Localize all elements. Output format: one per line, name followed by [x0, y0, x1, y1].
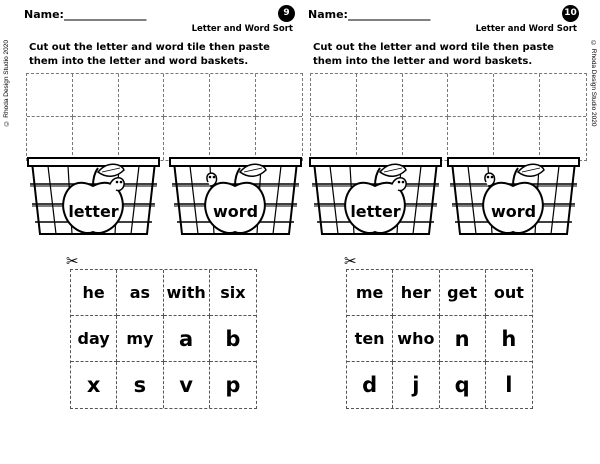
letter-tile[interactable]: p: [225, 373, 241, 397]
name-field: Name:_______________: [24, 8, 147, 21]
paste-cell: [403, 74, 449, 117]
word-tiles: [346, 269, 533, 409]
name-field: Name:_______________: [308, 8, 431, 21]
word-tile[interactable]: as: [117, 270, 163, 316]
instructions: Cut out the letter and word tile then paste them into the letter and word baskets.: [313, 42, 554, 67]
word-tiles: [70, 269, 257, 409]
paste-cell: [357, 117, 403, 160]
basket-label: letter: [350, 202, 401, 221]
paste-cell: [448, 74, 494, 117]
paste-cell: [73, 117, 119, 160]
paste-cell: [119, 117, 165, 160]
worksheet-9: [22, 0, 307, 464]
word-tile[interactable]: with: [164, 270, 210, 316]
letter-tile[interactable]: h: [486, 316, 532, 362]
basket-word: [168, 156, 303, 238]
paste-cell: [494, 117, 540, 160]
word-tile[interactable]: her: [393, 270, 439, 316]
paste-cell: [164, 117, 210, 160]
letter-tile[interactable]: a: [164, 316, 210, 362]
instructions: Cut out the letter and word tile then paste them into the letter and word baskets.: [29, 42, 270, 67]
letter-tile[interactable]: s: [117, 362, 163, 408]
paste-cell: [540, 74, 586, 117]
paste-grid: [26, 73, 303, 161]
letter-tile[interactable]: d: [347, 362, 393, 408]
basket-letter: [26, 156, 161, 238]
word-tile[interactable]: get: [440, 270, 486, 316]
basket-label: word: [212, 202, 259, 221]
basket-apple-icon: [26, 156, 161, 238]
paste-cell: [256, 74, 302, 117]
paste-cell: [311, 117, 357, 160]
letter-tile[interactable]: v: [164, 362, 210, 408]
paste-cell: [256, 117, 302, 160]
paste-cell: [119, 74, 165, 117]
basket-letter: [308, 156, 443, 238]
word-tile[interactable]: six: [210, 270, 256, 316]
copyright-right: © Rhoda Design Studio 2020: [590, 40, 597, 127]
paste-cell: [540, 117, 586, 160]
word-tile[interactable]: he: [71, 270, 117, 316]
page-number-badge: 9: [278, 5, 295, 22]
basket-label: word: [490, 202, 537, 221]
worksheet-10: [306, 0, 591, 464]
word-tile[interactable]: ten: [347, 316, 393, 362]
letter-tile[interactable]: j: [393, 362, 439, 408]
paste-cell: [403, 117, 449, 160]
paste-cell: [357, 74, 403, 117]
basket-apple-icon: [446, 156, 581, 238]
basket-word: [446, 156, 581, 238]
worksheet-subtitle: Letter and Word Sort: [475, 24, 577, 34]
scissors-icon: ✂: [66, 252, 79, 270]
scissors-icon: ✂: [344, 252, 357, 270]
word-tile[interactable]: me: [347, 270, 393, 316]
word-tile[interactable]: who: [393, 316, 439, 362]
paste-cell: [27, 74, 73, 117]
paste-cell: [448, 117, 494, 160]
paste-cell: [494, 74, 540, 117]
letter-tile[interactable]: b: [210, 316, 256, 362]
copyright-left: © Rhoda Design Studio 2020: [3, 40, 10, 127]
paste-cell: [311, 74, 357, 117]
paste-cell: [73, 74, 119, 117]
letter-tile[interactable]: l: [505, 373, 513, 397]
paste-grid: [310, 73, 587, 161]
basket-apple-icon: [308, 156, 443, 238]
basket-label: letter: [68, 202, 119, 221]
worksheet-subtitle: Letter and Word Sort: [191, 24, 293, 34]
page-number-badge: 10: [562, 5, 579, 22]
letter-tile[interactable]: n: [440, 316, 486, 362]
paste-cell: [164, 74, 210, 117]
letter-tile[interactable]: q: [440, 362, 486, 408]
paste-cell: [210, 117, 256, 160]
word-tile[interactable]: my: [117, 316, 163, 362]
letter-tile[interactable]: x: [71, 362, 117, 408]
word-tile[interactable]: day: [71, 316, 117, 362]
paste-cell: [27, 117, 73, 160]
word-tile[interactable]: out: [486, 270, 532, 316]
paste-cell: [210, 74, 256, 117]
basket-apple-icon: [168, 156, 303, 238]
